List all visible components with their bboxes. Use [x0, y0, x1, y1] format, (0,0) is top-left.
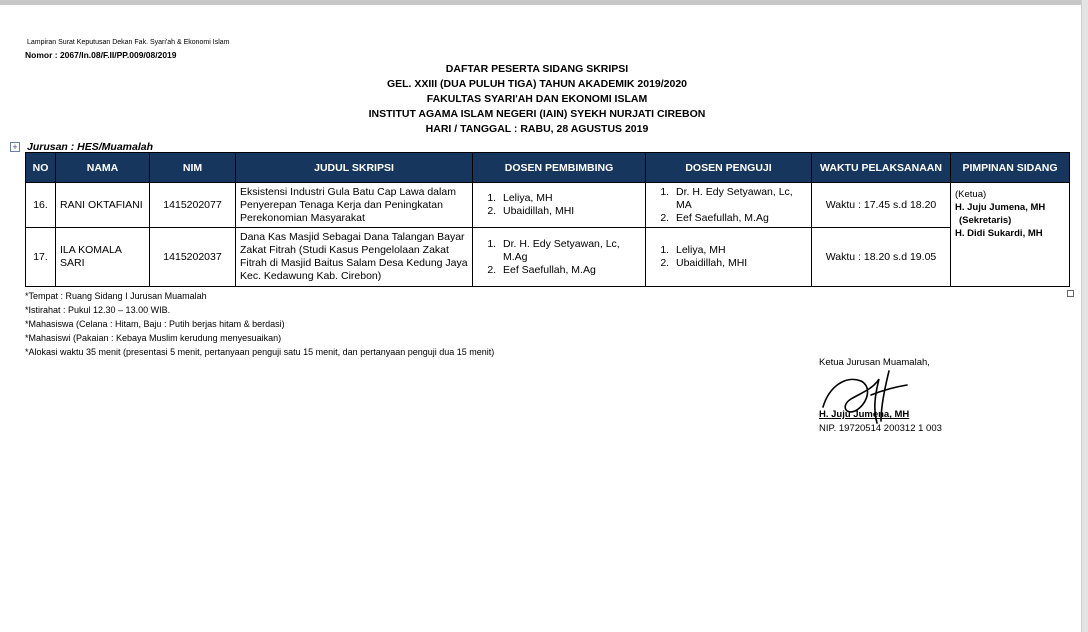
cell-pembimbing: [473, 228, 646, 287]
cell-no: 17.: [26, 228, 56, 287]
pembimbing-item: 2. Ubaidillah, MHI: [499, 205, 641, 218]
header-judul: JUDUL SKRIPSI: [236, 153, 473, 183]
cell-nama: RANI OKTAFIANI: [56, 183, 150, 228]
note-item: *Mahasiswa (Celana : Hitam, Baju : Putih berjas hitam & berdasi): [25, 319, 285, 329]
cell-nim: 1415202037: [150, 228, 236, 287]
cell-judul: Dana Kas Masjid Sebagai Dana Talangan Bayar Zakat Fitrah (Studi Kasus Pengelolaan Zakat Fitrah di Masjid Baitus Salam Desa Kedung Jaya Kec. Kedawung Kab. Cirebon): [236, 228, 473, 287]
ketua-label: (Ketua): [955, 189, 987, 200]
vertical-scrollbar[interactable]: [1081, 0, 1088, 632]
title-line-2: GEL. XXIII (DUA PULUH TIGA) TAHUN AKADEMIK 2019/2020: [386, 78, 688, 90]
note-item: *Alokasi waktu 35 menit (presentasi 5 menit, pertanyaan penguji satu 15 menit, dan pertanyaan penguji dua 15 menit): [25, 347, 495, 357]
header-no: NO: [26, 153, 56, 183]
title-line-4: INSTITUT AGAMA ISLAM NEGERI (IAIN) SYEKH NURJATI CIREBON: [368, 108, 706, 120]
sekretaris-label: (Sekretaris): [959, 215, 1012, 226]
note-item: *Istirahat : Pukul 12.30 – 13.00 WIB.: [25, 305, 171, 315]
title-line-3: FAKULTAS SYARI'AH DAN EKONOMI ISLAM: [426, 93, 648, 105]
signature-nip: NIP. 19720514 200312 1 003: [819, 423, 942, 434]
cell-pembimbing: [473, 183, 646, 228]
header-penguji: DOSEN PENGUJI: [646, 153, 812, 183]
cell-no: 16.: [26, 183, 56, 228]
signature-name: H. Juju Jumena, MH: [819, 409, 910, 420]
expand-plus-icon[interactable]: +: [10, 142, 20, 152]
pembimbing-item: 1. Leliya, MH: [499, 192, 641, 205]
penguji-item: 2. Ubaidillah, MHI: [672, 257, 807, 270]
pembimbing-item: 2. Eef Saefullah, M.Ag: [499, 264, 641, 277]
pembimbing-item: 1. Dr. H. Edy Setyawan, Lc, M.Ag: [499, 238, 641, 264]
cell-penguji: [646, 228, 812, 287]
note-item: *Tempat : Ruang Sidang I Jurusan Muamalah: [25, 291, 207, 301]
cell-judul: Eksistensi Industri Gula Batu Cap Lawa dalam Penyerepan Tenaga Kerja dan Peningkatan Perekonomian Masyarakat: [236, 183, 473, 228]
sekretaris-name: H. Didi Sukardi, MH: [955, 228, 1043, 239]
header-pembimbing: DOSEN PEMBIMBING: [473, 153, 646, 183]
document-titles: [0, 62, 1074, 137]
jurusan-label: Jurusan : HES/Muamalah: [27, 141, 154, 153]
signature-title: Ketua Jurusan Muamalah,: [819, 357, 930, 368]
header-pimpinan: PIMPINAN SIDANG: [951, 153, 1070, 183]
peserta-table: [25, 152, 1070, 287]
cell-nim: 1415202077: [150, 183, 236, 228]
table-row: [26, 183, 1070, 228]
document-page: [0, 5, 1081, 632]
table-header-row: [26, 153, 1070, 183]
header-nim: NIM: [150, 153, 236, 183]
nomor-surat: Nomor : 2067/In.08/F.II/PP.009/08/2019: [25, 50, 177, 60]
table-row: [26, 228, 1070, 287]
cell-penguji: [646, 183, 812, 228]
cell-nama: ILA KOMALA SARI: [56, 228, 150, 287]
header-waktu: WAKTU PELAKSANAAN: [812, 153, 951, 183]
pimpinan-sidang: [955, 188, 1065, 240]
note-item: *Mahasiswi (Pakaian : Kebaya Muslim kerudung menyesuaikan): [25, 333, 282, 343]
title-line-1: DAFTAR PESERTA SIDANG SKRIPSI: [445, 63, 629, 75]
notes-list: [25, 289, 494, 359]
header-nama: NAMA: [56, 153, 150, 183]
penguji-item: 1. Leliya, MH: [672, 244, 807, 257]
lampiran-text: Lampiran Surat Keputusan Dekan Fak. Syari'ah & Ekonomi Islam: [27, 39, 230, 46]
title-line-5: HARI / TANGGAL : RABU, 28 AGUSTUS 2019: [425, 123, 649, 135]
penguji-item: 2. Eef Saefullah, M.Ag: [672, 212, 807, 225]
cell-waktu: Waktu : 17.45 s.d 18.20: [812, 183, 951, 228]
ketua-name: H. Juju Jumena, MH: [955, 202, 1046, 213]
cell-waktu: Waktu : 18.20 s.d 19.05: [812, 228, 951, 287]
resize-handle[interactable]: [1067, 290, 1074, 297]
penguji-item: 1. Dr. H. Edy Setyawan, Lc, MA: [672, 186, 807, 212]
